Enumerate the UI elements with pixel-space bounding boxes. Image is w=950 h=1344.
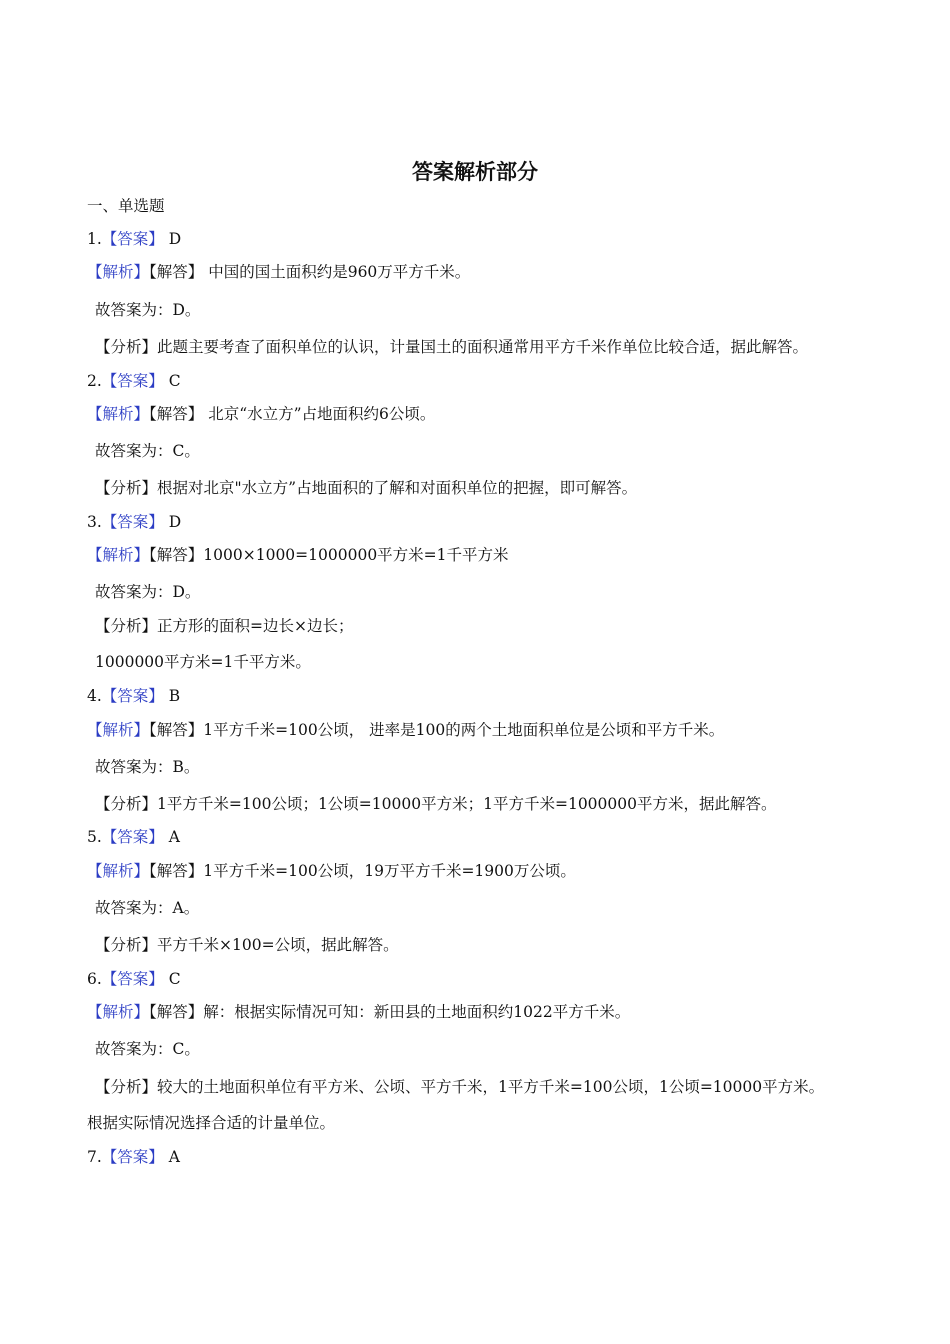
solution-line-2: 【解析】【解答】 北京“水立方”占地面积约6公顷。 <box>87 405 436 423</box>
solution-line-1: 【解析】【解答】 中国的国土面积约是960万平方千米。 <box>87 263 471 281</box>
analysis-line-5: 【分析】平方千米×100=公顷，据此解答。 <box>95 936 399 954</box>
answer-line-6: 6.【答案】 C <box>87 970 181 988</box>
answer-line-5: 5.【答案】 A <box>87 828 180 846</box>
solution-line-3: 【解析】【解答】1000×1000=1000000平方米=1千平方米 <box>87 546 509 564</box>
page-title: 答案解析部分 <box>412 160 538 184</box>
answer-line-3: 3.【答案】 D <box>87 513 182 531</box>
conclusion-line-3: 故答案为：D。 <box>95 583 201 601</box>
analysis-line-3b: 1000000平方米=1千平方米。 <box>95 653 311 671</box>
conclusion-line-5: 故答案为：A。 <box>95 899 200 917</box>
conclusion-line-4: 故答案为：B。 <box>95 758 200 776</box>
analysis-line-1: 【分析】此题主要考查了面积单位的认识，计量国土的面积通常用平方千米作单位比较合适，据此解答。 <box>95 338 809 356</box>
analysis-line-3a: 【分析】正方形的面积=边长×边长； <box>95 617 354 635</box>
analysis-line-6b: 根据实际情况选择合适的计量单位。 <box>87 1114 336 1132</box>
solution-line-6: 【解析】【解答】解：根据实际情况可知：新田县的土地面积约1022平方千米。 <box>87 1003 631 1021</box>
conclusion-line-1: 故答案为：D。 <box>95 301 201 319</box>
conclusion-line-2: 故答案为：C。 <box>95 442 200 460</box>
answer-line-7: 7.【答案】 A <box>87 1148 180 1166</box>
answer-line-4: 4.【答案】 B <box>87 687 181 705</box>
answer-line-2: 2.【答案】 C <box>87 372 181 390</box>
analysis-line-2: 【分析】根据对北京"水立方”占地面积的了解和对面积单位的把握，即可解答。 <box>95 479 638 497</box>
solution-line-5: 【解析】【解答】1平方千米=100公顷，19万平方千米=1900万公顷。 <box>87 862 576 880</box>
section-heading: 一、单选题 <box>87 197 165 215</box>
solution-line-4: 【解析】【解答】1平方千米=100公顷， 进率是100的两个土地面积单位是公顷和平方千米。 <box>87 721 725 739</box>
analysis-line-4: 【分析】1平方千米=100公顷；1公顷=10000平方米；1平方千米=1000000平方米，据此解答。 <box>95 795 777 813</box>
conclusion-line-6: 故答案为：C。 <box>95 1040 200 1058</box>
analysis-line-6a: 【分析】较大的土地面积单位有平方米、公顷、平方千米，1平方千米=100公顷，1公顷=10000平方米。 <box>95 1078 825 1096</box>
answer-line-1: 1.【答案】 D <box>87 230 182 248</box>
